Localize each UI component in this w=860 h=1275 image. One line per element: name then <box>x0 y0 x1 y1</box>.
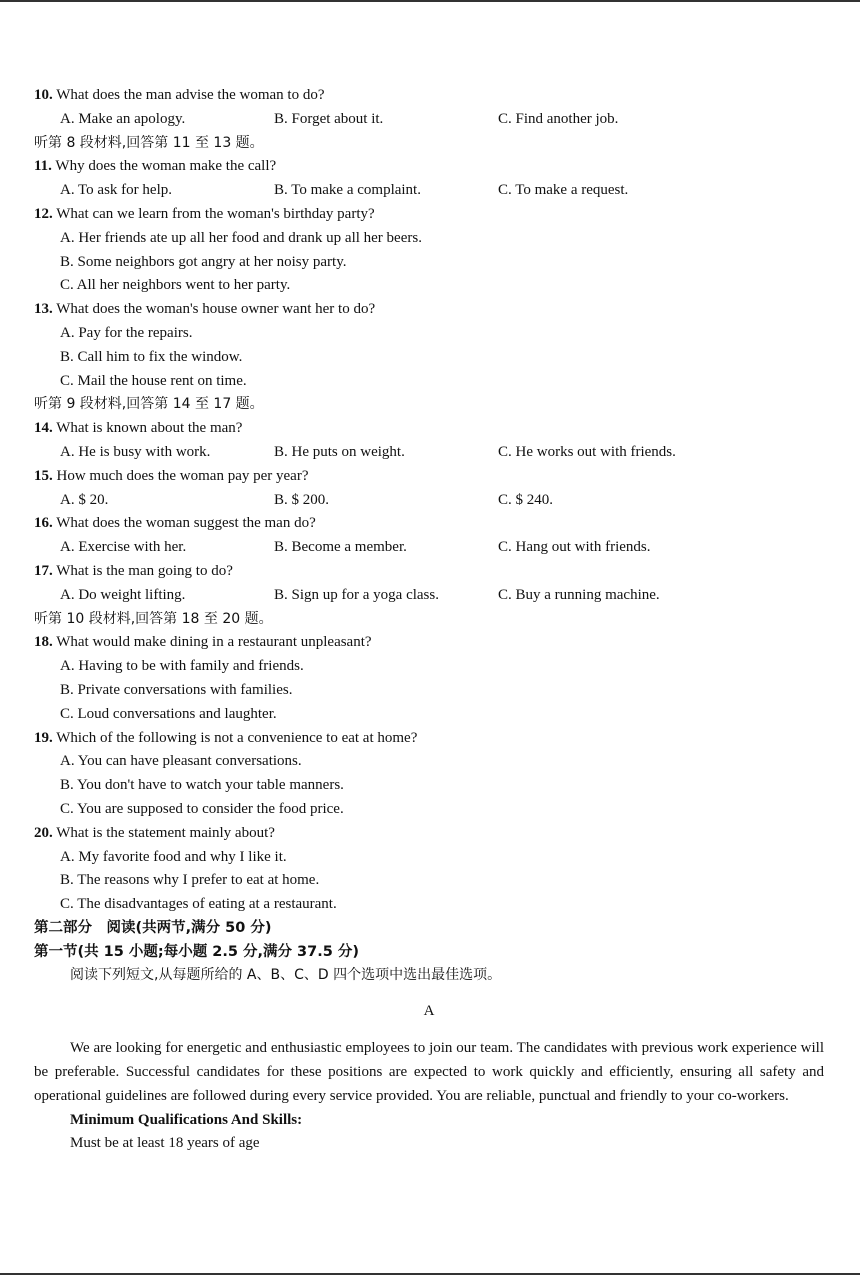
passage-label: A <box>423 1003 435 1020</box>
question-number: 15. <box>34 467 53 484</box>
question-number: 10. <box>34 87 53 103</box>
question-text: Which of the following is not a convenience to eat at home? <box>52 729 418 746</box>
option-b: B. You don't have to watch your table manners. <box>60 777 344 794</box>
question-19 <box>34 727 824 751</box>
option-b: B. To make a complaint. <box>274 182 421 199</box>
option-a: A. $ 20. <box>60 491 109 508</box>
question-text: How much does the woman pay per year? <box>52 467 309 484</box>
question-number: 14. <box>34 420 53 437</box>
options-row-16 <box>34 536 824 560</box>
option-a: A. Do weight lifting. <box>60 586 186 603</box>
options-row-17 <box>34 584 824 608</box>
question-text: What does the man advise the woman to do? <box>52 87 325 103</box>
section-10-heading: 听第 10 段材料,回答第 18 至 20 题。 <box>34 610 273 627</box>
option-b: B. Become a member. <box>274 539 407 556</box>
option-c: C. To make a request. <box>498 182 629 199</box>
section-8-heading: 听第 8 段材料,回答第 11 至 13 题。 <box>34 134 264 151</box>
option-c: C. Loud conversations and laughter. <box>60 705 277 722</box>
question-14 <box>34 417 824 441</box>
option-c: C. All her neighbors went to her party. <box>60 277 291 294</box>
option-a: A. Having to be with family and friends. <box>60 658 304 675</box>
question-text: What does the woman suggest the man do? <box>52 515 316 532</box>
question-11 <box>34 155 824 179</box>
question-17 <box>34 560 824 584</box>
options-row-15 <box>34 489 824 513</box>
question-15 <box>34 465 824 489</box>
question-number: 16. <box>34 515 53 532</box>
question-10 <box>34 84 824 108</box>
option-a: A. Pay for the repairs. <box>60 324 193 341</box>
question-text: What can we learn from the woman's birthday party? <box>52 205 375 222</box>
option-b: B. He puts on weight. <box>274 443 405 460</box>
section-9-heading: 听第 9 段材料,回答第 14 至 17 题。 <box>34 396 264 413</box>
option-a: A. He is busy with work. <box>60 443 211 460</box>
question-number: 11. <box>34 158 52 175</box>
passage-paragraph: We are looking for energetic and enthusiastic employees to join our team. The candidates with previous work experience will be preferable. Successful candidates for these positions are expected to work quickly and efficiently, ensuring all safety and operational guidelines are followed during every service provided. You are reliable, punctual and friendly to your co-workers. <box>34 1040 824 1105</box>
section-1-heading: 第一节(共 15 小题;每小题 2.5 分,满分 37.5 分) <box>34 943 359 960</box>
question-text: What is the statement mainly about? <box>52 824 275 841</box>
options-row-10 <box>34 108 824 132</box>
option-a: A. Exercise with her. <box>60 539 187 556</box>
option-b: B. Call him to fix the window. <box>60 348 243 365</box>
option-b: B. Forget about it. <box>274 110 384 127</box>
question-text: What is known about the man? <box>52 420 243 437</box>
option-a: A. My favorite food and why I like it. <box>60 848 287 865</box>
question-text: Why does the woman make the call? <box>51 158 277 175</box>
reading-instruction: 阅读下列短文,从每题所给的 A、B、C、D 四个选项中选出最佳选项。 <box>70 967 502 984</box>
option-c: C. Hang out with friends. <box>498 539 651 556</box>
option-c: C. Buy a running machine. <box>498 586 660 603</box>
option-b: B. Private conversations with families. <box>60 681 293 698</box>
option-c: C. $ 240. <box>498 491 554 508</box>
option-a: A. Make an apology. <box>60 110 186 127</box>
options-row-11 <box>34 179 824 203</box>
question-18 <box>34 631 824 655</box>
option-a: A. Her friends ate up all her food and drank up all her beers. <box>60 229 422 246</box>
option-b: B. $ 200. <box>274 491 330 508</box>
option-c: C. Mail the house rent on time. <box>60 372 247 389</box>
option-c: C. The disadvantages of eating at a restaurant. <box>60 896 337 913</box>
question-number: 20. <box>34 824 53 841</box>
question-number: 18. <box>34 634 53 651</box>
option-c: C. He works out with friends. <box>498 443 676 460</box>
option-c: C. You are supposed to consider the food price. <box>60 800 344 817</box>
part-2-heading: 第二部分 阅读(共两节,满分 50 分) <box>34 919 272 936</box>
option-a: A. You can have pleasant conversations. <box>60 753 302 770</box>
exam-page <box>34 84 824 1156</box>
question-number: 13. <box>34 301 53 318</box>
question-13 <box>34 298 824 322</box>
question-text: What is the man going to do? <box>52 562 233 579</box>
qualifications-heading: Minimum Qualifications And Skills: <box>70 1111 303 1128</box>
option-b: B. Some neighbors got angry at her noisy party. <box>60 253 347 270</box>
option-c: C. Find another job. <box>498 110 619 127</box>
question-text: What would make dining in a restaurant unpleasant? <box>52 634 372 651</box>
question-number: 17. <box>34 562 53 579</box>
option-b: B. Sign up for a yoga class. <box>274 586 439 603</box>
option-a: A. To ask for help. <box>60 182 172 199</box>
top-border <box>0 0 860 2</box>
options-row-14 <box>34 441 824 465</box>
question-12 <box>34 203 824 227</box>
qualification-item: Must be at least 18 years of age <box>70 1135 260 1152</box>
question-number: 19. <box>34 729 53 746</box>
question-text: What does the woman's house owner want her to do? <box>52 301 376 318</box>
question-16 <box>34 512 824 536</box>
question-number: 12. <box>34 205 53 222</box>
option-b: B. The reasons why I prefer to eat at home. <box>60 872 320 889</box>
question-20 <box>34 822 824 846</box>
